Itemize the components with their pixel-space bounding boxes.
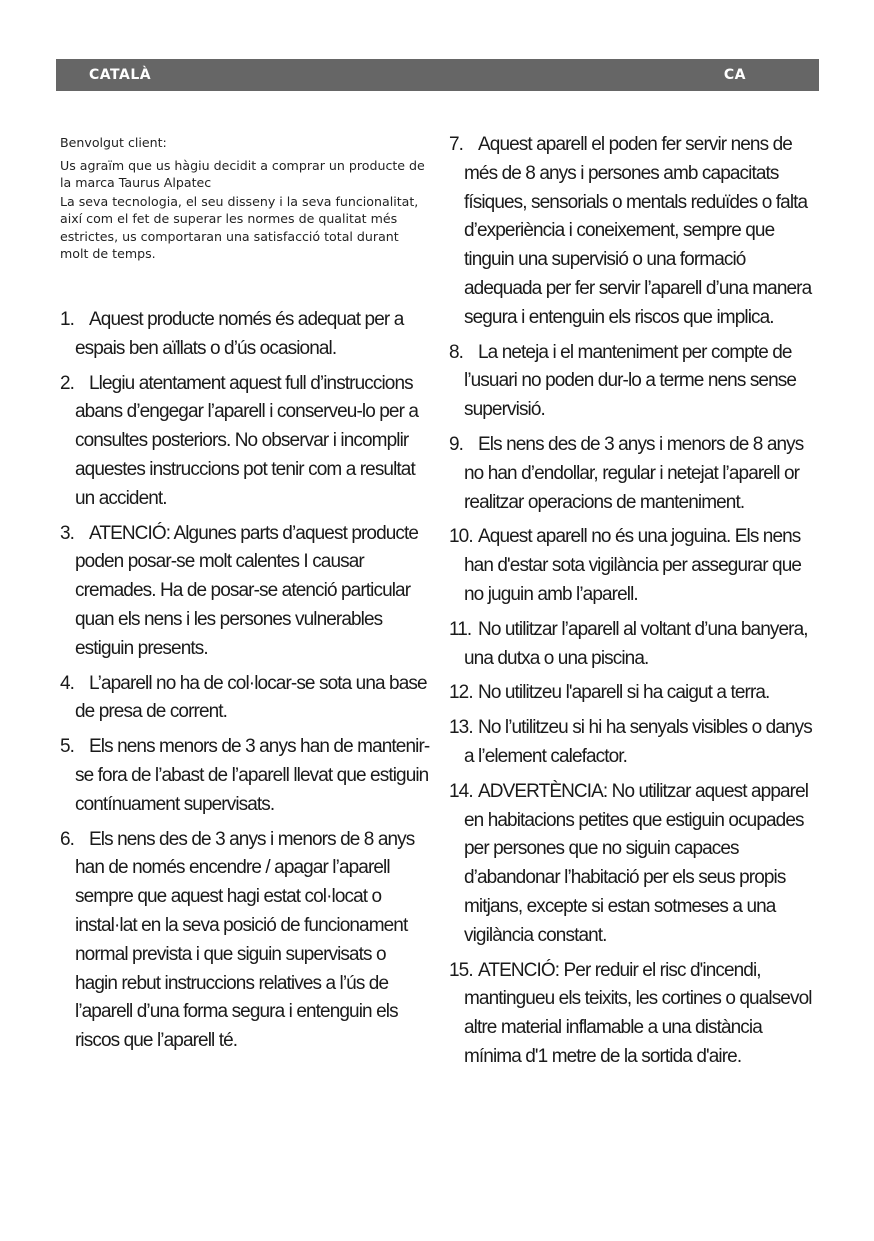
intro-thanks: Us agraïm que us hàgiu decidit a comprar un producte de la marca Taurus Alpatec xyxy=(60,157,425,190)
instruction-text: No l’utilitzeu si hi ha senyals visibles o danys a l’element calefactor. xyxy=(464,717,812,767)
instruction-number: 10. xyxy=(449,526,473,548)
instruction-text: Llegiu atentament aquest full d’instruccions abans d’engegar l’aparell i conserveu-lo per a consultes posteriors. No observar i incomplir aquestes instruccions pot tenir com a resultat un accident. xyxy=(75,372,419,509)
instruction-item xyxy=(449,339,823,425)
instruction-number: 5. xyxy=(60,736,75,758)
instruction-text: La neteja i el manteniment per compte de l’usuari no poden dur-lo a terme nens sense supervisió. xyxy=(464,341,797,421)
instruction-text: ATENCIÓ: Algunes parts d’aquest producte poden posar-se molt calentes I causar cremades. Ha de posar-se atenció particular quan els nens i les persones vulnerables estiguin presents. xyxy=(75,522,419,659)
instruction-number: 13. xyxy=(449,717,473,739)
instruction-item xyxy=(449,431,823,517)
instruction-item xyxy=(60,370,432,514)
instruction-number: 2. xyxy=(60,372,75,394)
intro-greeting: Benvolgut client: xyxy=(60,135,167,150)
language-label: CATALÀ xyxy=(89,67,152,83)
instruction-item xyxy=(449,714,823,772)
instruction-item xyxy=(449,131,823,333)
instruction-number: 14. xyxy=(449,780,473,802)
instruction-number: 15. xyxy=(449,959,473,981)
instruction-item xyxy=(449,616,823,674)
instruction-number: 1. xyxy=(60,309,75,330)
instruction-item xyxy=(60,826,432,1056)
instruction-number: 9. xyxy=(449,433,464,455)
instruction-number: 8. xyxy=(449,341,464,363)
instruction-text: Aquest aparell no és una joguina. Els nens han d'estar sota vigilància per assegurar que no juguin amb l’aparell. xyxy=(464,526,802,605)
intro-block xyxy=(60,134,430,268)
language-code: CA xyxy=(723,67,746,83)
instruction-text: Aquest aparell el poden fer servir nens de més de 8 anys i persones amb capacitats físiques, sensorials o mentals reduïdes o falta d’experiència i coneixement, sempre que tinguin una supervisió o una formació adequada per fer servir l’aparell d’una manera segura i entenguin els riscos que implica. xyxy=(464,134,812,328)
instruction-text: ATENCIÓ: Per reduir el risc d'incendi, mantingueu els teixits, les cortines o qualsevol altre material inflamable a una distància mínima d'1 metre de la sortida d'aire. xyxy=(464,959,812,1067)
instruction-item xyxy=(449,679,823,708)
instruction-text: Els nens des de 3 anys i menors de 8 anys han de només encendre / apagar l’aparell sempre que aquest hagi estat col·locat o instal·lat en la seva posició de funcionament normal prevista i que siguin supervisats o hagin rebut instruccions relatives a l’ús de l’aparell d’una forma segura i entenguin els riscos que l’aparell té. xyxy=(75,828,415,1052)
instruction-text: Els nens des de 3 anys i menors de 8 anys no han d’endollar, regular i netejat l’aparell or realitzar operacions de manteniment. xyxy=(464,433,804,513)
instruction-item xyxy=(60,670,432,728)
instructions-left-column xyxy=(60,306,432,1062)
instruction-number: 6. xyxy=(60,828,75,850)
instruction-item xyxy=(449,523,823,609)
instruction-number: 7. xyxy=(449,134,464,155)
instruction-text: ADVERTÈNCIA: No utilitzar aquest apparel en habitacions petites que estiguin ocupades per persones que no siguin capaces d’abandonar l’habitació per els seus propis mitjans, excepte si estan sotmeses a una vigilància constant. xyxy=(464,780,809,946)
instructions-right-column xyxy=(449,131,823,1078)
instruction-item xyxy=(60,520,432,664)
instruction-number: 11. xyxy=(449,618,472,640)
instruction-number: 3. xyxy=(60,522,75,544)
instruction-text: No utilitzeu l'aparell si ha caigut a terra. xyxy=(478,682,770,704)
instruction-number: 4. xyxy=(60,672,75,694)
instruction-item xyxy=(60,306,432,364)
instruction-item xyxy=(449,778,823,951)
instruction-item xyxy=(60,733,432,819)
instruction-text: L’aparell no ha de col·locar-se sota una base de presa de corrent. xyxy=(75,672,427,723)
header-bar xyxy=(56,59,819,91)
instruction-text: Aquest producte només és adequat per a espais ben aïllats o d’ús ocasional. xyxy=(75,309,404,359)
instruction-text: Els nens menors de 3 anys han de mantenir-se fora de l’abast de l’aparell llevat que estiguin contínuament supervisats. xyxy=(75,736,430,815)
instruction-text: No utilitzar l’aparell al voltant d’una banyera, una dutxa o una piscina. xyxy=(464,618,808,669)
intro-tech: La seva tecnologia, el seu disseny i la seva funcionalitat, així com el fet de superar les normes de qualitat més estrictes, us comportaran una satisfacció total durant molt de temps. xyxy=(60,193,419,261)
instruction-item xyxy=(449,957,823,1072)
instruction-number: 12. xyxy=(449,682,473,704)
